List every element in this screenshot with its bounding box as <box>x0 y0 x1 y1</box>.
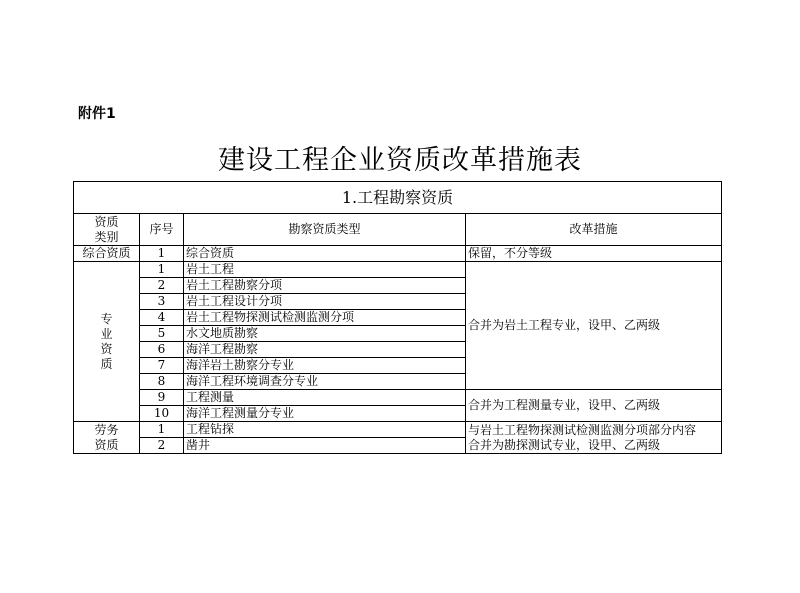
table-row <box>74 246 722 262</box>
header-seq: 序号 <box>140 214 184 246</box>
type-cell: 岩土工程 <box>184 262 466 278</box>
type-cell: 水文地质勘察 <box>184 326 466 342</box>
type-cell: 岩土工程设计分项 <box>184 294 466 310</box>
measure-cell: 合并为工程测量专业，设甲、乙两级 <box>466 390 722 422</box>
type-cell: 岩土工程物探测试检测监测分项 <box>184 310 466 326</box>
seq-cell: 2 <box>140 278 184 294</box>
seq-cell: 8 <box>140 374 184 390</box>
attachment-label: 附件1 <box>78 106 116 122</box>
type-cell: 凿井 <box>184 438 466 454</box>
seq-cell: 5 <box>140 326 184 342</box>
type-cell: 工程钻探 <box>184 422 466 438</box>
reform-measures-table <box>73 181 722 454</box>
type-cell: 综合资质 <box>184 246 466 262</box>
measure-cell: 保留，不分等级 <box>466 246 722 262</box>
header-row <box>74 214 722 246</box>
type-cell: 海洋工程环境调查分专业 <box>184 374 466 390</box>
seq-cell: 1 <box>140 262 184 278</box>
type-cell: 海洋工程测量分专业 <box>184 406 466 422</box>
header-measure: 改革措施 <box>466 214 722 246</box>
seq-cell: 6 <box>140 342 184 358</box>
measure-cell: 与岩土工程物探测试检测监测分项部分内容 合并为勘探测试专业，设甲、乙两级 <box>466 422 722 454</box>
section-title: 1.工程勘察资质 <box>74 182 722 214</box>
category-cell: 综合资质 <box>74 246 140 262</box>
header-type: 勘察资质类型 <box>184 214 466 246</box>
category-cell: 劳务 资质 <box>74 422 140 454</box>
seq-cell: 1 <box>140 422 184 438</box>
measure-cell: 合并为岩土工程专业，设甲、乙两级 <box>466 262 722 390</box>
header-category: 资质 类别 <box>74 214 140 246</box>
type-cell: 海洋岩土勘察分专业 <box>184 358 466 374</box>
table-row <box>74 390 722 406</box>
section-row <box>74 182 722 214</box>
seq-cell: 3 <box>140 294 184 310</box>
seq-cell: 7 <box>140 358 184 374</box>
table-row <box>74 422 722 438</box>
category-cell: 专 业 资 质 <box>74 262 140 422</box>
type-cell: 海洋工程勘察 <box>184 342 466 358</box>
seq-cell: 10 <box>140 406 184 422</box>
seq-cell: 9 <box>140 390 184 406</box>
seq-cell: 2 <box>140 438 184 454</box>
document-title: 建设工程企业资质改革措施表 <box>218 145 582 176</box>
type-cell: 岩土工程勘察分项 <box>184 278 466 294</box>
type-cell: 工程测量 <box>184 390 466 406</box>
table-row <box>74 262 722 278</box>
seq-cell: 4 <box>140 310 184 326</box>
seq-cell: 1 <box>140 246 184 262</box>
